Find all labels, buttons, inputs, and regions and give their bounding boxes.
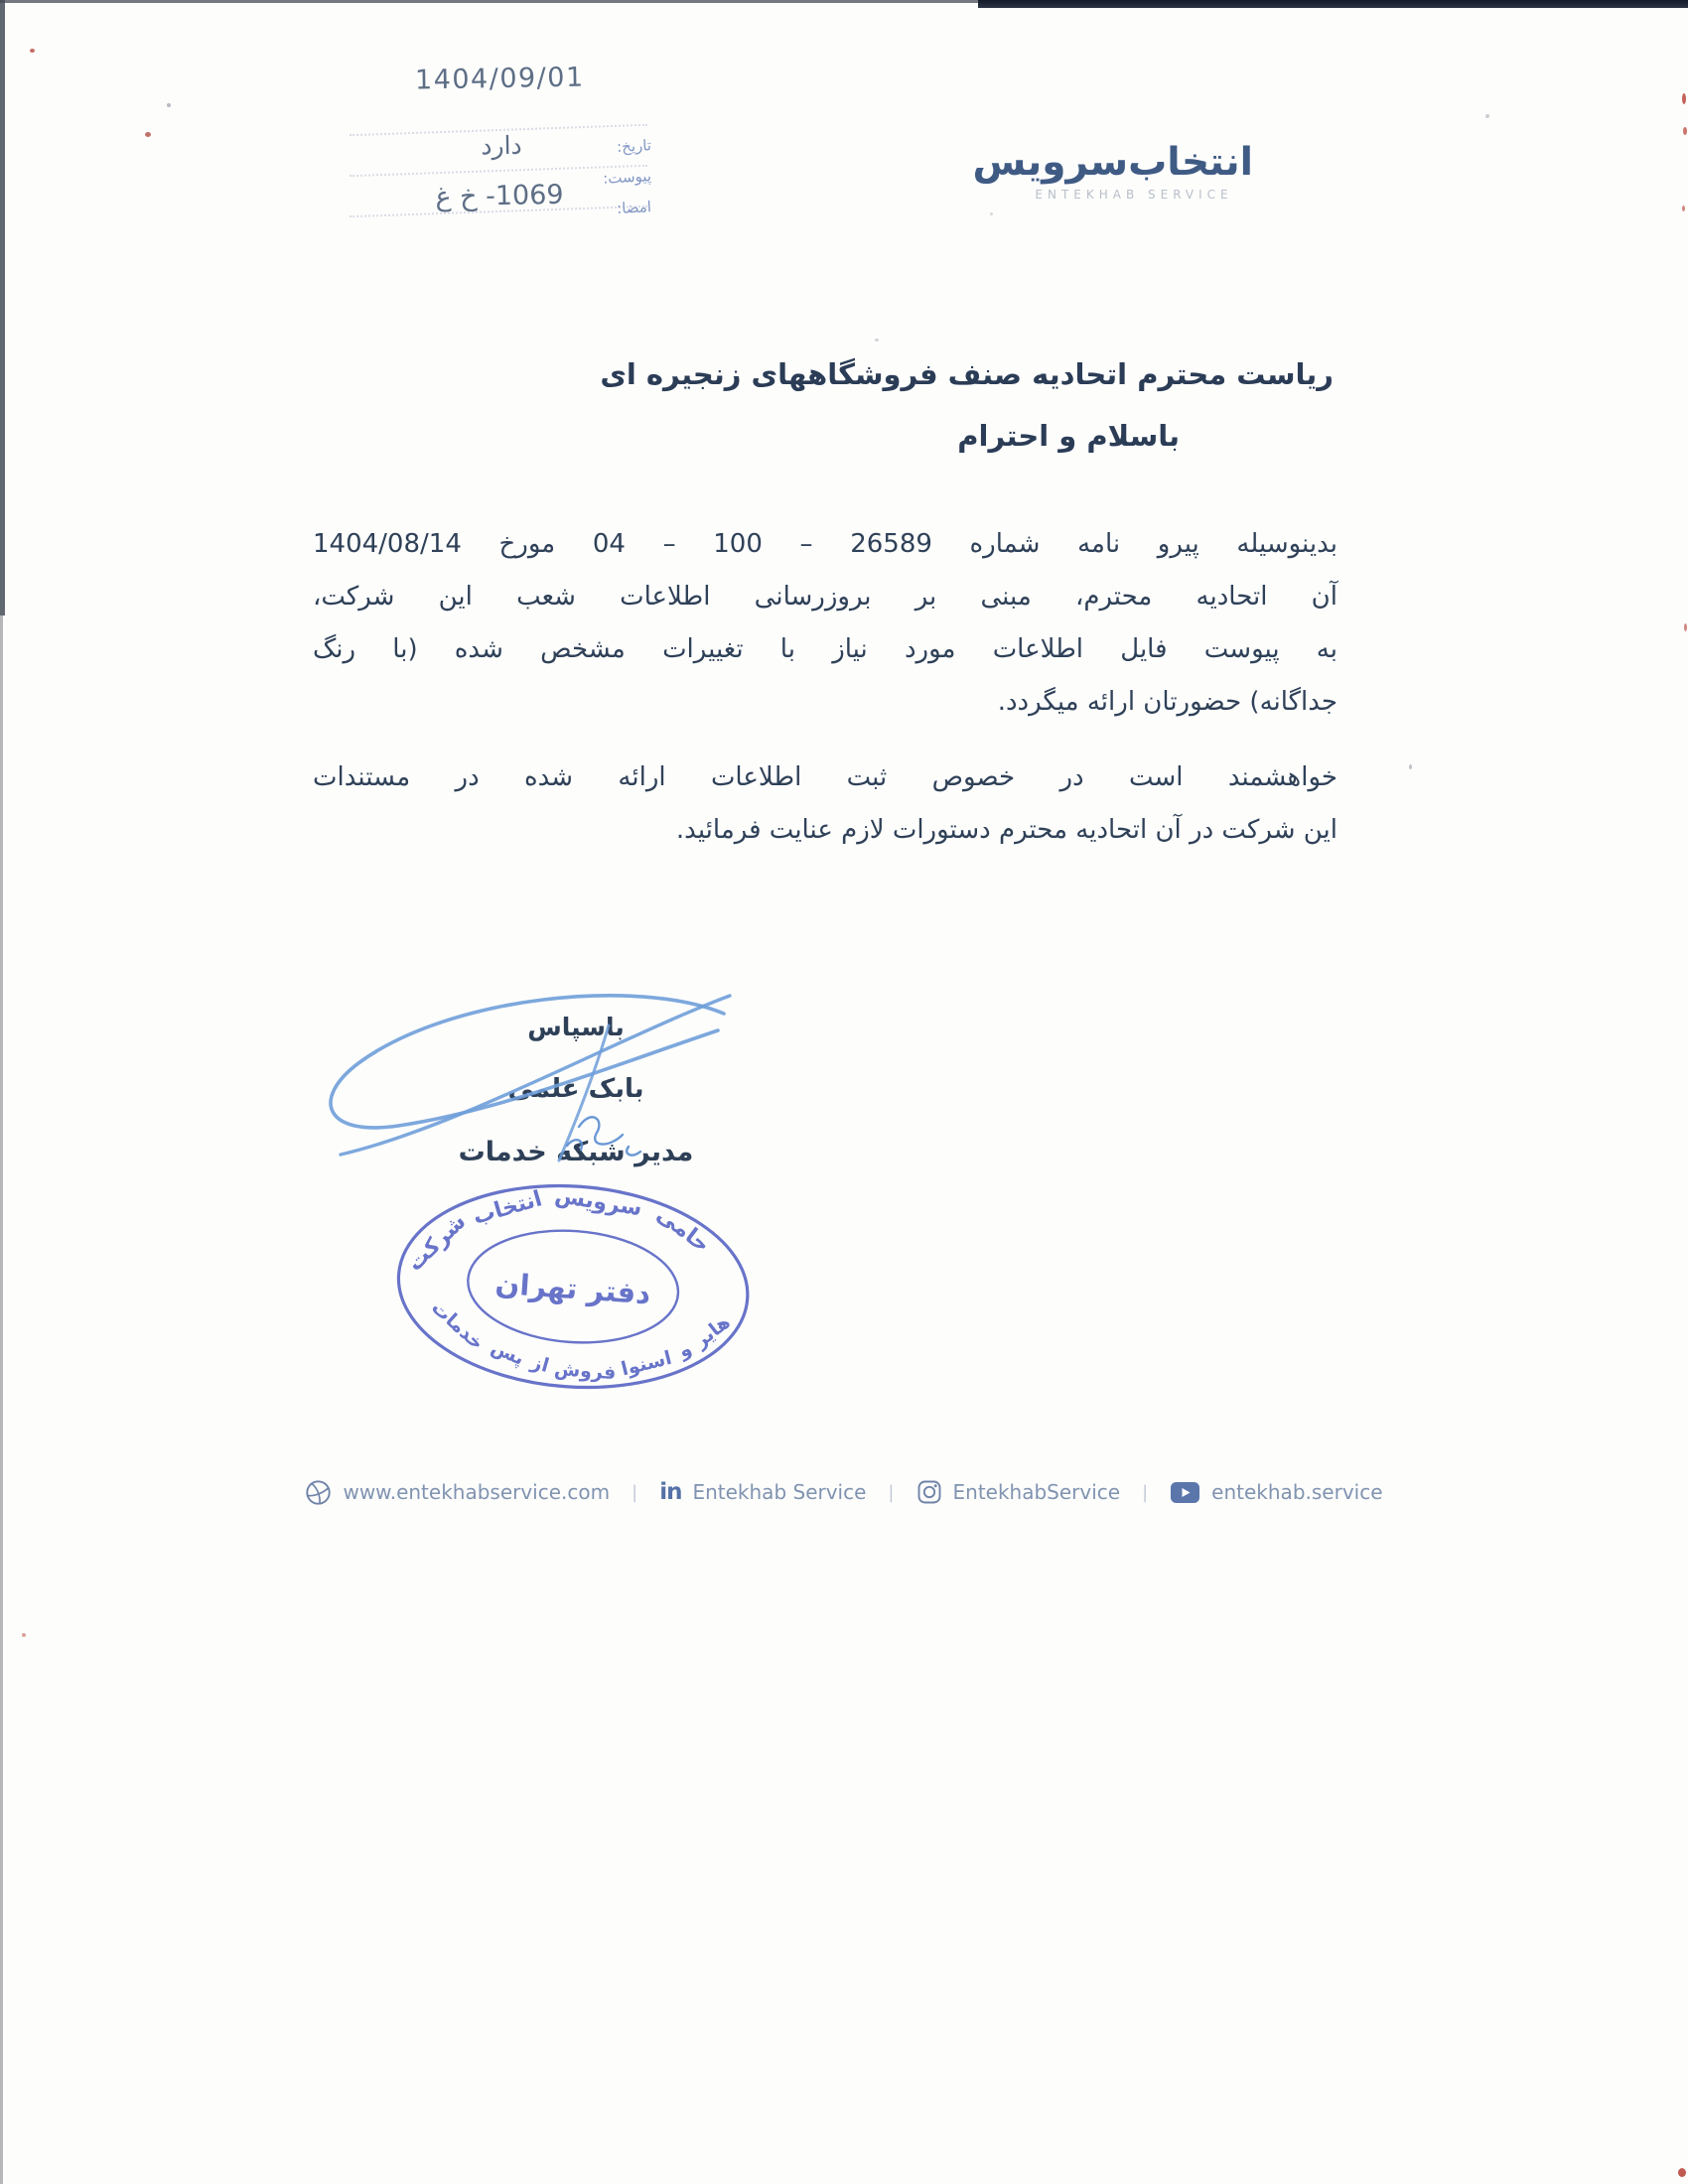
date-label: تاریخ: (616, 136, 652, 156)
footer-separator: | (632, 1481, 638, 1503)
stamp-word: خدمات (427, 1297, 489, 1355)
stamp-word: و (674, 1337, 696, 1363)
signature-label: امضا: (616, 198, 652, 217)
instagram-handle: EntekhabService (952, 1480, 1121, 1504)
scan-speck (22, 1633, 26, 1637)
handwritten-ref-number: 1069- خ غ (435, 179, 564, 213)
footer-separator: | (888, 1481, 895, 1503)
footer-youtube (1170, 1480, 1382, 1504)
logo-persian-wordmark: انتخاب‌سرویس (972, 140, 1253, 185)
letter-paragraph-2 (313, 751, 1337, 857)
scan-speck (1682, 93, 1686, 104)
scan-edge-left (0, 0, 5, 615)
scan-speck (1683, 127, 1687, 135)
handwritten-attachment: دارد (481, 130, 522, 161)
stamp-word: انتخاب (470, 1186, 545, 1230)
footer-separator: | (1142, 1481, 1149, 1503)
scan-speck (1485, 114, 1489, 118)
recipient-line: ریاست محترم اتحادیه صنف فروشگاههای زنجیره ای (600, 357, 1334, 391)
paragraph-line: آن اتحادیه محترم، مبنی بر بروزرسانی اطلاعات شعب این شرکت، (313, 582, 1337, 612)
letter-paragraph-1 (313, 518, 1337, 729)
paragraph-line: جداگانه) حضورتان ارائه میگردد. (997, 687, 1337, 717)
stamp-word: از (528, 1351, 552, 1377)
scan-speck (875, 339, 879, 341)
salutation-line: باسلام و احترام (957, 419, 1180, 453)
footer-contact-bar (0, 1475, 1688, 1509)
company-logo (972, 140, 1253, 202)
attachment-label: پیوست: (602, 167, 652, 188)
stamp-word: حامی (651, 1202, 715, 1259)
youtube-handle: entekhab.service (1211, 1480, 1383, 1504)
stamp-word: پس (488, 1335, 528, 1370)
scan-speck (145, 132, 151, 137)
scan-speck (990, 212, 993, 215)
stamp-word: فروش (553, 1357, 618, 1385)
footer-linkedin (659, 1480, 866, 1504)
paragraph-line: به پیوست فایل اطلاعات مورد نیاز با تغییرات مشخص شده (با رنگ (313, 634, 1337, 664)
company-stamp (378, 1164, 769, 1413)
globe-icon (305, 1479, 332, 1506)
footer-website (305, 1479, 610, 1506)
scan-speck (1684, 623, 1687, 631)
stamp-word: اسنوا (619, 1346, 674, 1381)
stamp-word: شرکت (402, 1209, 472, 1277)
stamp-word: هایر (690, 1310, 735, 1353)
scan-speck (30, 49, 35, 53)
scan-speck (1682, 205, 1685, 211)
stamp-word: سرویس (553, 1182, 644, 1222)
signer-title: مدیر شبکه خدمات (458, 1137, 694, 1167)
footer-instagram (916, 1479, 1121, 1505)
handwritten-date: 1404/09/01 (414, 62, 585, 96)
closing-word: باسپاس (527, 1013, 625, 1041)
handwritten-signature (281, 976, 736, 1174)
scan-speck (1678, 2168, 1686, 2177)
scan-speck (1409, 764, 1412, 769)
instagram-icon (916, 1479, 942, 1505)
website-url: www.entekhabservice.com (343, 1480, 611, 1504)
signer-name: بابک علمی (507, 1074, 644, 1104)
paragraph-line: این شرکت در آن اتحادیه محترم دستورات لازم عنایت فرمائید. (675, 815, 1337, 845)
paragraph-line: خواهشمند است در خصوص ثبت اطلاعات ارائه شده در مستندات (313, 762, 1337, 792)
linkedin-handle: Entekhab Service (692, 1480, 867, 1504)
stamp-center-text: دفتر تهران (493, 1266, 652, 1311)
linkedin-icon: in (659, 1478, 682, 1505)
paragraph-line: بدینوسیله پیرو نامه شماره 26589 – 100 – 04 مورخ 1404/08/14 (313, 529, 1337, 559)
scan-edge-top-right (978, 0, 1688, 8)
scan-speck (167, 103, 171, 107)
youtube-icon (1170, 1481, 1200, 1504)
scan-edge-left-lower (0, 615, 3, 2184)
logo-english-wordmark: ENTEKHAB SERVICE (1035, 188, 1233, 202)
